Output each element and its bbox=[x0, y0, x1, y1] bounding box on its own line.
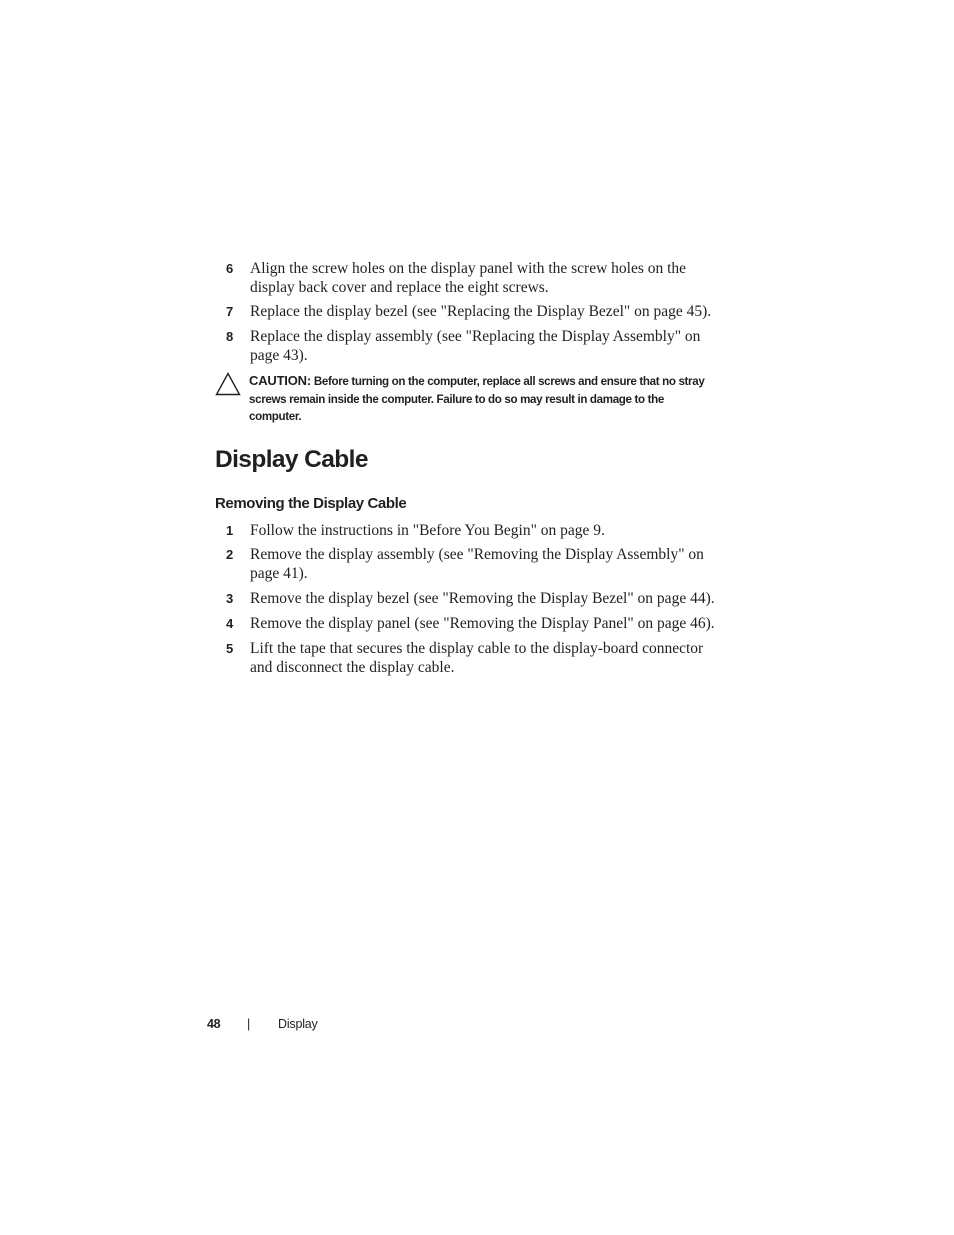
footer-separator: | bbox=[247, 1017, 251, 1031]
step-item bbox=[226, 302, 726, 321]
step-item bbox=[226, 259, 726, 297]
page-number: 48 bbox=[207, 1017, 221, 1031]
caution-body bbox=[249, 372, 719, 426]
step-text: Remove the display panel (see "Removing the Display Panel" on page 46). bbox=[250, 615, 715, 632]
step-item bbox=[226, 327, 726, 365]
caution-label: CAUTION: bbox=[249, 373, 311, 388]
section-subtitle: Removing the Display Cable bbox=[215, 495, 407, 512]
step-number: 3 bbox=[226, 591, 233, 606]
caution-triangle-icon bbox=[215, 372, 241, 396]
caution-text: Before turning on the computer, replace all screws and ensure that no stray screws remain inside the computer. Failure to do so may result in damage to the computer. bbox=[249, 375, 705, 423]
step-item bbox=[226, 639, 726, 677]
step-number: 6 bbox=[226, 261, 233, 276]
step-number: 1 bbox=[226, 523, 233, 538]
step-text: Align the screw holes on the display panel with the screw holes on the display back cover and replace the eight screws. bbox=[250, 260, 687, 296]
step-number: 2 bbox=[226, 547, 233, 562]
step-item bbox=[226, 545, 726, 583]
step-item bbox=[226, 521, 726, 540]
step-text: Replace the display bezel (see "Replacing the Display Bezel" on page 45). bbox=[250, 303, 712, 320]
step-text: Replace the display assembly (see "Replacing the Display Assembly" on page 43). bbox=[250, 328, 701, 364]
step-number: 8 bbox=[226, 329, 233, 344]
footer-section-name: Display bbox=[278, 1017, 318, 1031]
section-title: Display Cable bbox=[215, 446, 368, 473]
step-item bbox=[226, 614, 726, 633]
step-item bbox=[226, 589, 726, 608]
step-text: Remove the display bezel (see "Removing the Display Bezel" on page 44). bbox=[250, 590, 715, 607]
step-number: 4 bbox=[226, 616, 233, 631]
step-text: Follow the instructions in "Before You Begin" on page 9. bbox=[250, 522, 605, 539]
step-number: 5 bbox=[226, 641, 233, 656]
step-number: 7 bbox=[226, 304, 233, 319]
step-text: Lift the tape that secures the display cable to the display-board connector and disconnect the display cable. bbox=[250, 640, 704, 676]
step-text: Remove the display assembly (see "Removing the Display Assembly" on page 41). bbox=[250, 546, 704, 582]
caution-notice bbox=[215, 372, 725, 426]
